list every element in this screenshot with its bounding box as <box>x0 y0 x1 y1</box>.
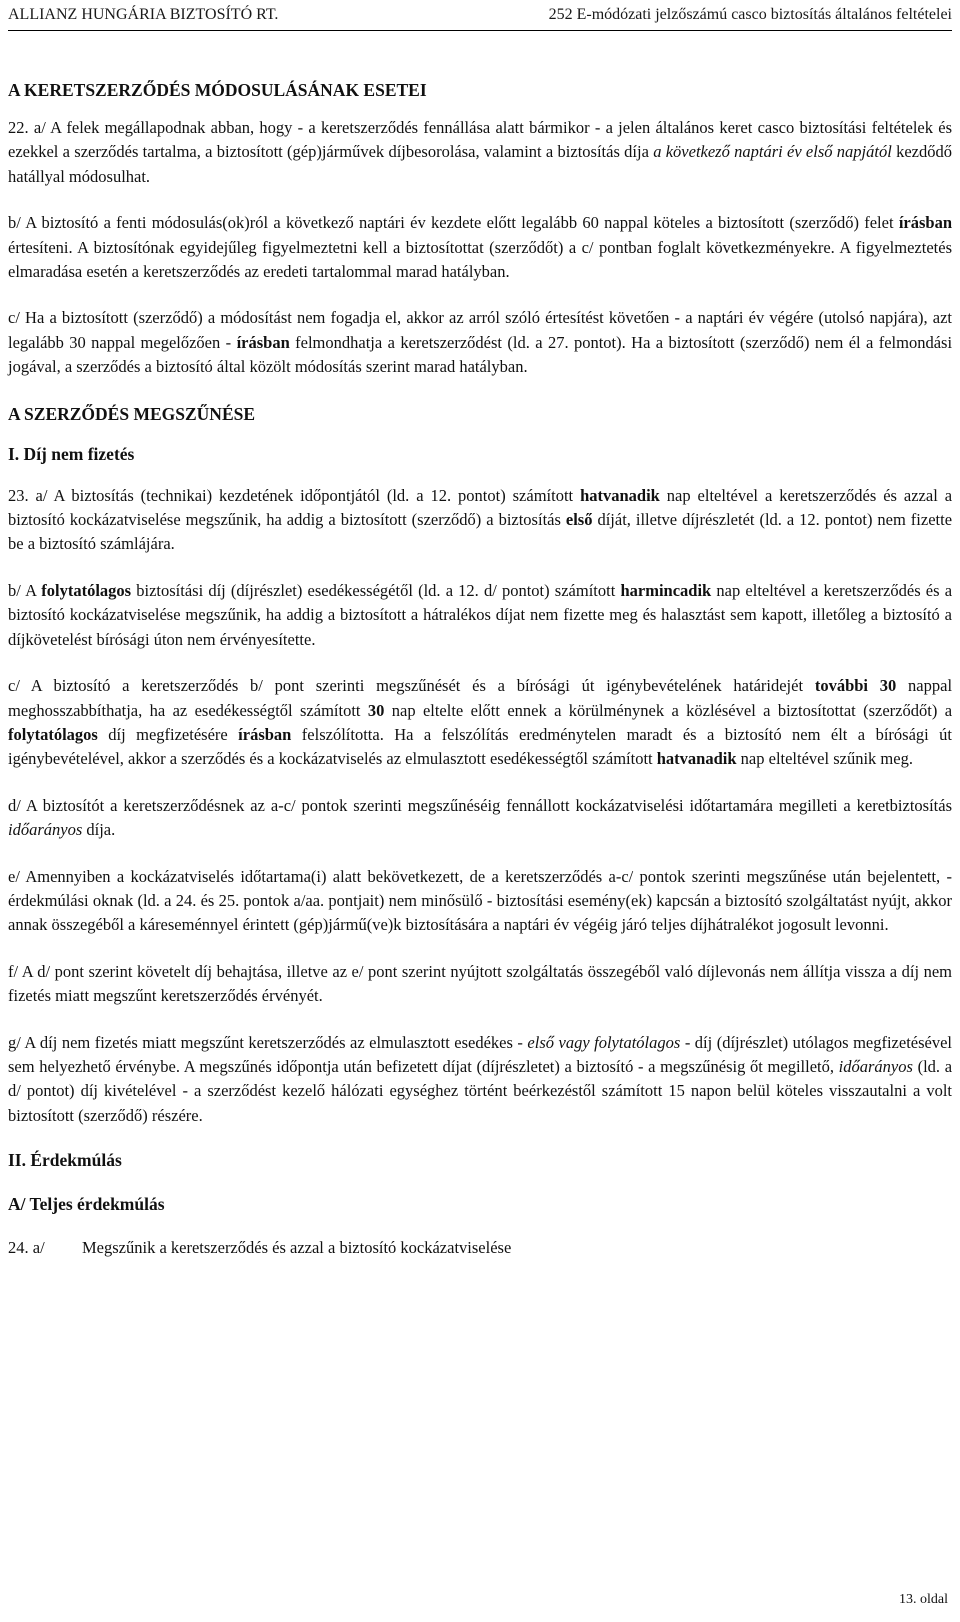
subsection-loss-of-interest: II. Érdekmúlás <box>8 1150 122 1171</box>
paragraph-22c: c/ Ha a biztosított (szerződő) a módosítást nem fogadja el, akkor az arról szóló értesítést követően - a naptári év végére (utolsó napjára), azt legalább 30 nappal megelőzően - írásban felmondhatja a keretszerződést (ld. a 27. pontot). Ha a biztosított (szerződő) nem él a felmondási jogával, a szerződés a biztosító által közölt módosítás szerint marad hatályban. <box>8 308 953 377</box>
page-number: 13. oldal <box>899 1592 948 1607</box>
paragraph-23b: b/ A folytatólagos biztosítási díj (díjrészlet) esedékességétől (ld. a 12. d/ pontot) számított harmincadik nap elteltével a keretszerződés és a biztosító kockázatviselése megszűnik, ha addig a biztosított a hátralékos díjat nem fizette meg és halasztást sem kapott, illetőleg a biztosító a díjkövetelést bírósági úton nem érvényesítette. <box>8 580 953 649</box>
document-body <box>8 78 952 1261</box>
paragraph-23a: 23. a/ A biztosítás (technikai) kezdetének időpontjától (ld. a 12. pontot) számított hatvanadik nap elteltével a keretszerződés és azzal a biztosító kockázatviselése megszűnik, ha addig a biztosított (szerződő) a biztosítás első díját, illetve díjrészletét (ld. a 12. pontot) nem fizette be a biztosító számlájára. <box>8 485 953 554</box>
subsection-total-loss-of-interest: A/ Teljes érdekmúlás <box>8 1194 165 1215</box>
paragraph-23g: g/ A díj nem fizetés miatt megszűnt keretszerződés az elmulasztott esedékes - első vagy folytatólagos - díj (díjrészlet) utólagos megfizetésével sem helyezhető érvénybe. A megszűnés időpontja után befizetett díjat (díjrészletet) a biztosító - a megszűnésig őt megillető, időarányos (ld. a d/ pontot) díj kivételével - a szerződést kezelő hálózati egységhez történt beérkezéstől számított 15 napon belül köteles visszautalni a volt biztosított (szerződő) részére. <box>8 1032 953 1125</box>
section-title-termination: A SZERZŐDÉS MEGSZŰNÉSE <box>8 403 256 424</box>
paragraph-23e: e/ Amennyiben a kockázatviselés időtartama(i) alatt bekövetkezett, de a keretszerződés a-c/ pontok szerinti megszűnése után bejelentett, - érdekmúlási oknak (ld. a 24. és 25. pontok a/aa. pontjait) nem minősülő - biztosítási esemény(ek) kapcsán a biztosító szolgáltatást nyújt, akkor annak összegéből a káreseménnyel érintett (gép)jármű(ve)k biztosítására a naptári év végéig járó teljes díjhátralékot jogosult levonni. <box>8 866 952 935</box>
paragraph-23c: c/ A biztosító a keretszerződés b/ pont szerinti megszűnését és a bírósági út igénybevételének határidejét további 30 nappal meghosszabbíthatja, ha az esedékességtől számított 30 nap eltelte előtt ennek a körülménynek a közlésével a biztosítottat (szerződőt) a folytatólagos díj megfizetésére írásban felszólította. Ha a felszólítás eredménytelen maradt és a biztosító nem élt a bírósági út igénybevételével, akkor a szerződés és a kockázatviselés az elmulasztott esedékességtől számított hatvanadik nap elteltével szűnik meg. <box>8 676 953 769</box>
header-company: ALLIANZ HUNGÁRIA BIZTOSÍTÓ RT. <box>8 6 279 23</box>
paragraph-24a: 24. a/ Megszűnik a keretszerződés és azzal a biztosító kockázatviselése <box>8 1238 512 1258</box>
paragraph-23f: f/ A d/ pont szerint követelt díj behajtása, illetve az e/ pont szerint nyújtott szolgáltatás összegéből való díjlevonás nem állítja vissza a díj nem fizetés miatt megszűnt keretszerződés érvényét. <box>8 961 952 1006</box>
subsection-nonpayment: I. Díj nem fizetés <box>8 443 135 464</box>
section-title-amendment: A KERETSZERZŐDÉS MÓDOSULÁSÁNAK ESETEI <box>8 80 427 100</box>
paragraph-23d: d/ A biztosítót a keretszerződésnek az a-c/ pontok szerinti megszűnéséig fennállott kockázatviselési időtartamára megilleti a keretbiztosítás időarányos díja. <box>8 795 952 840</box>
page-header <box>8 6 952 31</box>
header-document-title: 252 E-módózati jelzőszámú casco biztosítás általános feltételei <box>548 6 952 23</box>
paragraph-22a: 22. a/ A felek megállapodnak abban, hogy - a keretszerződés fennállása alatt bármikor - a jelen általános keret casco biztosítási feltételek és ezekkel a szerződés tartalma, a biztosított (gép)járművek díjbesorolása, valamint a biztosítás díja a következő naptári év első napjától kezdődő hatállyal módosulhat. <box>8 118 953 186</box>
paragraph-22b: b/ A biztosító a fenti módosulás(ok)ról a következő naptári év kezdete előtt legalább 60 nappal köteles a biztosított (szerződő) felet írásban értesíteni. A biztosítónak egyidejűleg figyelmeztetni kell a biztosítottat (szerződőt) a c/ pontban foglalt következményekre. A figyelmeztetés elmaradása esetén a keretszerződés az eredeti tartalommal marad hatályban. <box>8 213 952 282</box>
